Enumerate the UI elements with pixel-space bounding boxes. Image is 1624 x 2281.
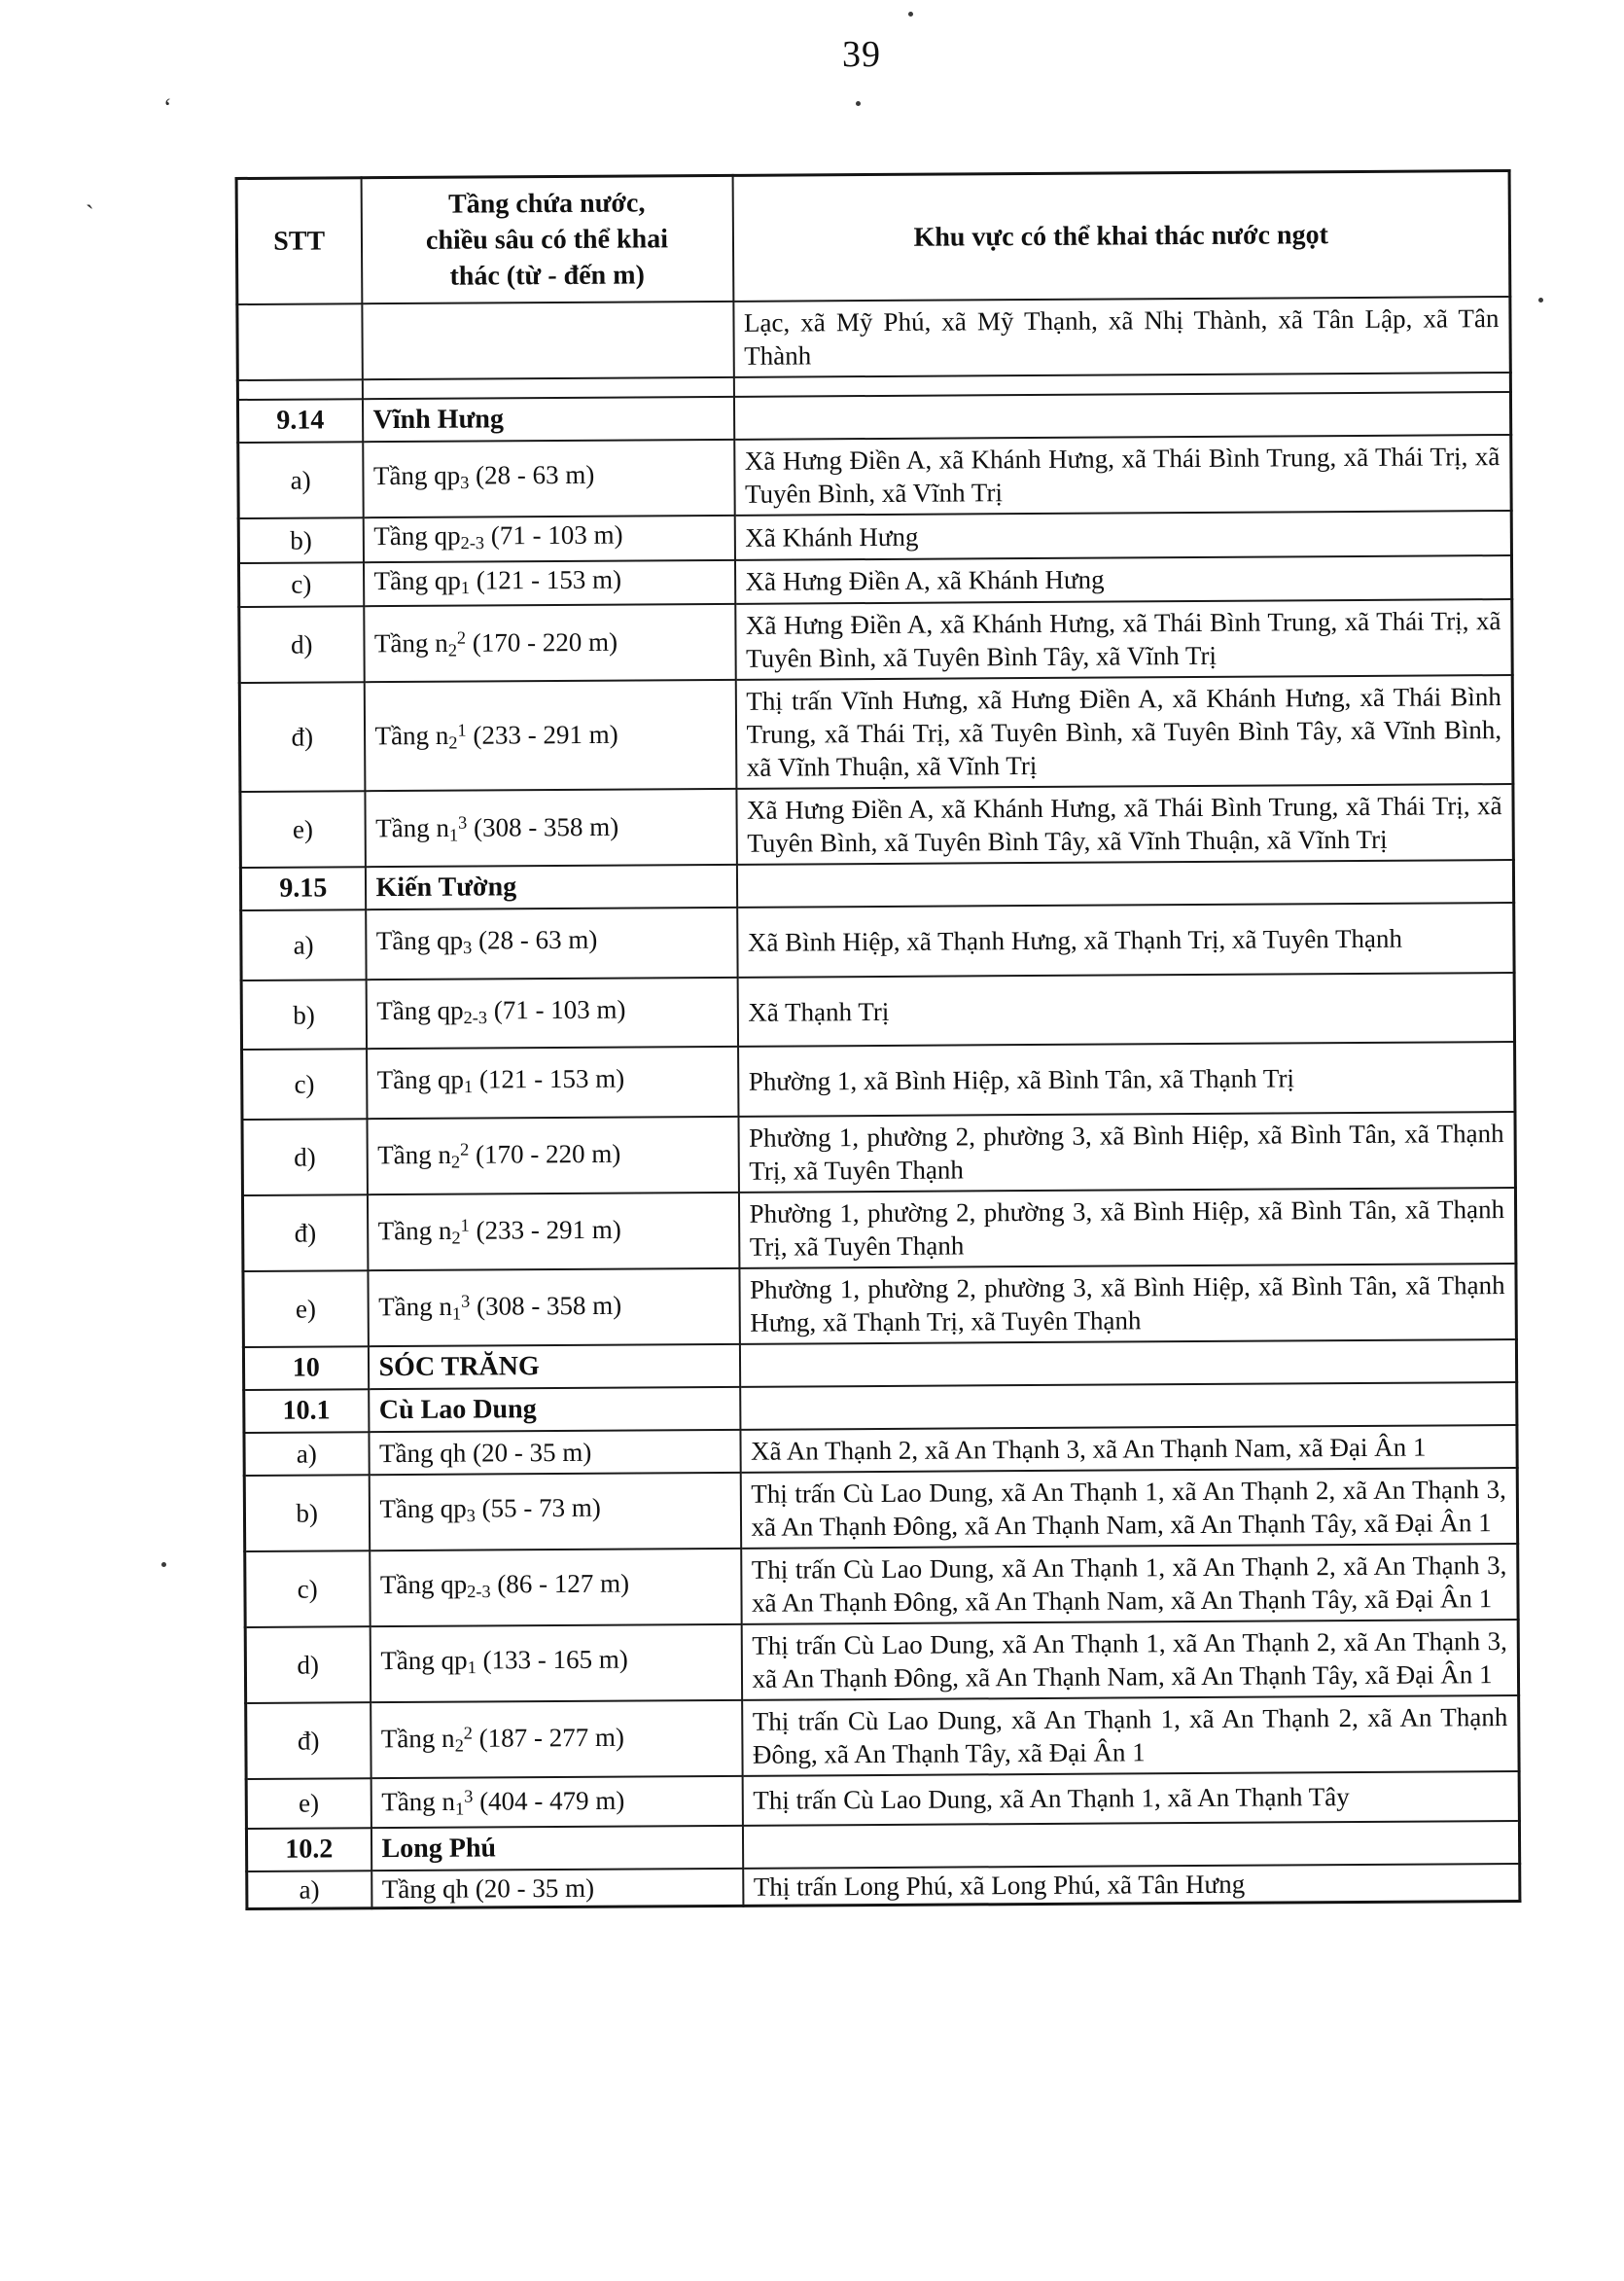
stt-cell: e) <box>240 791 365 868</box>
area-cell: Xã Hưng Điền A, xã Khánh Hưng <box>734 555 1511 604</box>
stt-cell: 9.14 <box>237 399 362 443</box>
table-row <box>239 599 1512 683</box>
section-row <box>243 1339 1516 1390</box>
area-cell: Thị trấn Cù Lao Dung, xã An Thạnh 1, xã An Thạnh 2, xã An Thạnh Đông, xã An Thạnh Tây, xã Đại Ân 1 <box>742 1695 1519 1776</box>
scan-artifact-dot-top <box>908 12 913 17</box>
layer-cell: Tầng $qp_3$ (28 - 63 m) <box>366 908 737 980</box>
stt-cell: 10.2 <box>246 1828 371 1871</box>
layer-cell <box>362 302 733 379</box>
area-cell: Phường 1, phường 2, phường 3, xã Bình Hiệp, xã Bình Tân, xã Thạnh Trị, xã Tuyên Thạnh <box>738 1112 1515 1193</box>
table-row <box>238 511 1511 563</box>
area-cell: Xã Bình Hiệp, xã Thạnh Hưng, xã Thạnh Trị, xã Tuyên Thạnh <box>737 903 1514 977</box>
stt-cell: đ) <box>239 682 365 792</box>
table-row <box>246 1695 1519 1779</box>
area-cell <box>739 1339 1516 1387</box>
section-row <box>240 860 1513 910</box>
table-row <box>246 1771 1519 1829</box>
stt-cell: 9.15 <box>240 867 365 910</box>
stt-cell: a) <box>241 909 366 980</box>
layer-cell: Kiến Tường <box>365 865 736 909</box>
table-row <box>238 555 1511 608</box>
area-cell: Thị trấn Cù Lao Dung, xã An Thạnh 1, xã An Thạnh 2, xã An Thạnh 3, xã An Thạnh Đông, xã An Thạnh Nam, xã An Thạnh Tây, xã Đại Ân 1 <box>741 1620 1518 1700</box>
table-row <box>239 675 1513 792</box>
table-row <box>245 1620 1518 1703</box>
layer-cell: Tầng qh (20 - 35 m) <box>371 1869 743 1908</box>
stt-cell: c) <box>238 562 363 607</box>
table-row <box>242 1112 1515 1195</box>
area-cell: Xã Hưng Điền A, xã Khánh Hưng, xã Thái Bình Trung, xã Thái Trị, xã Tuyên Bình, xã Tuyên Bình Tây, xã Vĩnh Trị <box>735 599 1512 680</box>
table-row <box>247 1864 1520 1908</box>
groundwater-extraction-table <box>235 169 1522 1910</box>
layer-cell: Tầng $n_1^3$ (308 - 358 m) <box>365 789 736 867</box>
table-row <box>244 1468 1517 1551</box>
area-cell: Xã An Thạnh 2, xã An Thạnh 3, xã An Thạnh Nam, xã Đại Ân 1 <box>740 1425 1517 1473</box>
layer-cell: Cù Lao Dung <box>369 1387 740 1432</box>
layer-cell: Tầng $n_1^3$ (404 - 479 m) <box>371 1776 742 1828</box>
scan-artifact-apostrophe: ‘ <box>163 93 172 122</box>
area-cell: Xã Thạnh Trị <box>737 973 1514 1047</box>
layer-cell: Tầng $qp_3$ (28 - 63 m) <box>363 440 734 517</box>
stt-cell: đ) <box>242 1194 367 1271</box>
table-body <box>237 297 1520 1908</box>
section-row <box>237 392 1510 443</box>
table-row <box>245 1544 1518 1627</box>
layer-cell: Tầng $n_1^3$ (308 - 358 m) <box>368 1268 739 1346</box>
stt-cell: c) <box>245 1550 370 1627</box>
stt-cell: b) <box>241 980 366 1050</box>
layer-cell: Tầng qh (20 - 35 m) <box>369 1430 740 1475</box>
header-layer: Tầng chứa nước, chiều sâu có thể khai thác (từ - đến m) <box>361 175 733 303</box>
table-row <box>241 903 1514 980</box>
area-cell: Thị trấn Cù Lao Dung, xã An Thạnh 1, xã An Thạnh Tây <box>742 1771 1519 1826</box>
area-cell: Phường 1, phường 2, phường 3, xã Bình Hiệp, xã Bình Tân, xã Thạnh Hưng, xã Thạnh Trị, xã Tuyên Thạnh <box>739 1264 1516 1344</box>
stt-cell: e) <box>243 1270 368 1347</box>
stt-cell: 10 <box>243 1346 368 1390</box>
stt-cell: đ) <box>246 1702 371 1779</box>
table-wrapper <box>235 169 1519 1910</box>
stt-cell: a) <box>244 1432 369 1476</box>
area-cell: Xã Khánh Hưng <box>734 511 1511 559</box>
layer-cell: Tầng $n_2^1$ (233 - 291 m) <box>364 680 736 791</box>
table-row <box>241 973 1514 1051</box>
stt-cell: 10.1 <box>244 1389 369 1433</box>
scan-artifact-dot-left <box>161 1562 166 1567</box>
area-cell: Phường 1, xã Bình Hiệp, xã Bình Tân, xã Thạnh Trị <box>738 1042 1515 1116</box>
table-row <box>240 784 1513 868</box>
header-stt: STT <box>236 178 362 304</box>
scan-artifact-grave: ` <box>86 200 94 229</box>
stt-cell: b) <box>238 517 363 562</box>
table-row <box>237 297 1510 380</box>
layer-cell: Tầng $n_2^2$ (187 - 277 m) <box>371 1700 742 1778</box>
area-cell: Thị trấn Cù Lao Dung, xã An Thạnh 1, xã An Thạnh 2, xã An Thạnh 3, xã An Thạnh Đông, xã An Thạnh Nam, xã An Thạnh Tây, xã Đại Ân 1 <box>740 1468 1517 1549</box>
scan-artifact-dot-under-pagenum <box>856 101 861 106</box>
area-cell: Thị trấn Cù Lao Dung, xã An Thạnh 1, xã An Thạnh 2, xã An Thạnh 3, xã An Thạnh Đông, xã An Thạnh Nam, xã An Thạnh Tây, xã Đại Ân 1 <box>741 1544 1518 1624</box>
stt-cell <box>237 303 362 380</box>
stt-cell: e) <box>246 1778 371 1829</box>
stt-cell: d) <box>239 606 364 683</box>
scan-artifact-dot-right <box>1538 298 1543 303</box>
stt-cell: d) <box>242 1119 367 1195</box>
area-cell: Lạc, xã Mỹ Phú, xã Mỹ Thạnh, xã Nhị Thành, xã Tân Lập, xã Tân Thành <box>733 297 1510 377</box>
table-row <box>242 1188 1515 1271</box>
stt-cell: d) <box>245 1626 370 1703</box>
layer-cell: SÓC TRĂNG <box>368 1344 739 1389</box>
layer-cell: Vĩnh Hưng <box>362 397 733 442</box>
table-row <box>243 1264 1516 1347</box>
page-number: 39 <box>842 34 881 75</box>
layer-cell: Tầng $n_2^2$ (170 - 220 m) <box>367 1117 738 1194</box>
stt-cell: a) <box>247 1871 371 1908</box>
table-row <box>244 1425 1517 1476</box>
layer-cell: Tầng $n_2^1$ (233 - 291 m) <box>367 1193 738 1270</box>
section-row <box>244 1382 1517 1433</box>
area-cell: Xã Hưng Điền A, xã Khánh Hưng, xã Thái Bình Trung, xã Thái Trị, xã Tuyên Bình, xã Tuyên Bình Tây, xã Vĩnh Thuận, xã Vĩnh Trị <box>736 784 1513 865</box>
area-cell <box>742 1821 1519 1869</box>
layer-cell: Tầng $qp_{2-3}$ (71 - 103 m) <box>363 516 734 562</box>
area-cell: Phường 1, phường 2, phường 3, xã Bình Hiệp, xã Bình Tân, xã Thạnh Trị, xã Tuyên Thạnh <box>738 1188 1515 1268</box>
table-row <box>238 435 1511 518</box>
stt-cell: b) <box>244 1475 369 1551</box>
layer-cell <box>362 377 733 399</box>
area-cell <box>740 1382 1517 1430</box>
table-row <box>242 1042 1515 1120</box>
header-area: Khu vực có thể khai thác nước ngọt <box>732 171 1510 302</box>
layer-cell: Tầng $n_2^2$ (170 - 220 m) <box>364 604 735 682</box>
table-header-row <box>236 171 1510 304</box>
stt-cell: c) <box>242 1050 367 1120</box>
stt-cell: a) <box>238 442 363 518</box>
area-cell: Thị trấn Vĩnh Hưng, xã Hưng Điền A, xã Khánh Hưng, xã Thái Bình Trung, xã Thái Trị, xã Tuyên Bình, xã Tuyên Bình Tây, xã Vĩnh Bình, xã Vĩnh Thuận, xã Vĩnh Trị <box>735 675 1513 789</box>
layer-cell: Long Phú <box>371 1826 742 1871</box>
layer-cell: Tầng $qp_3$ (55 - 73 m) <box>369 1473 740 1550</box>
area-cell: Xã Hưng Điền A, xã Khánh Hưng, xã Thái Bình Trung, xã Thái Trị, xã Tuyên Bình, xã Vĩnh Trị <box>734 435 1511 516</box>
layer-cell: Tầng $qp_1$ (133 - 165 m) <box>370 1624 741 1702</box>
area-cell: Thị trấn Long Phú, xã Long Phú, xã Tân Hưng <box>743 1864 1520 1906</box>
layer-cell: Tầng $qp_{2-3}$ (71 - 103 m) <box>366 978 737 1050</box>
area-cell <box>736 860 1513 908</box>
layer-cell: Tầng $qp_1$ (121 - 153 m) <box>363 559 734 606</box>
area-cell <box>733 392 1510 440</box>
layer-cell: Tầng $qp_1$ (121 - 153 m) <box>367 1047 738 1119</box>
layer-cell: Tầng $qp_{2-3}$ (86 - 127 m) <box>370 1549 741 1626</box>
stt-cell <box>237 379 362 400</box>
